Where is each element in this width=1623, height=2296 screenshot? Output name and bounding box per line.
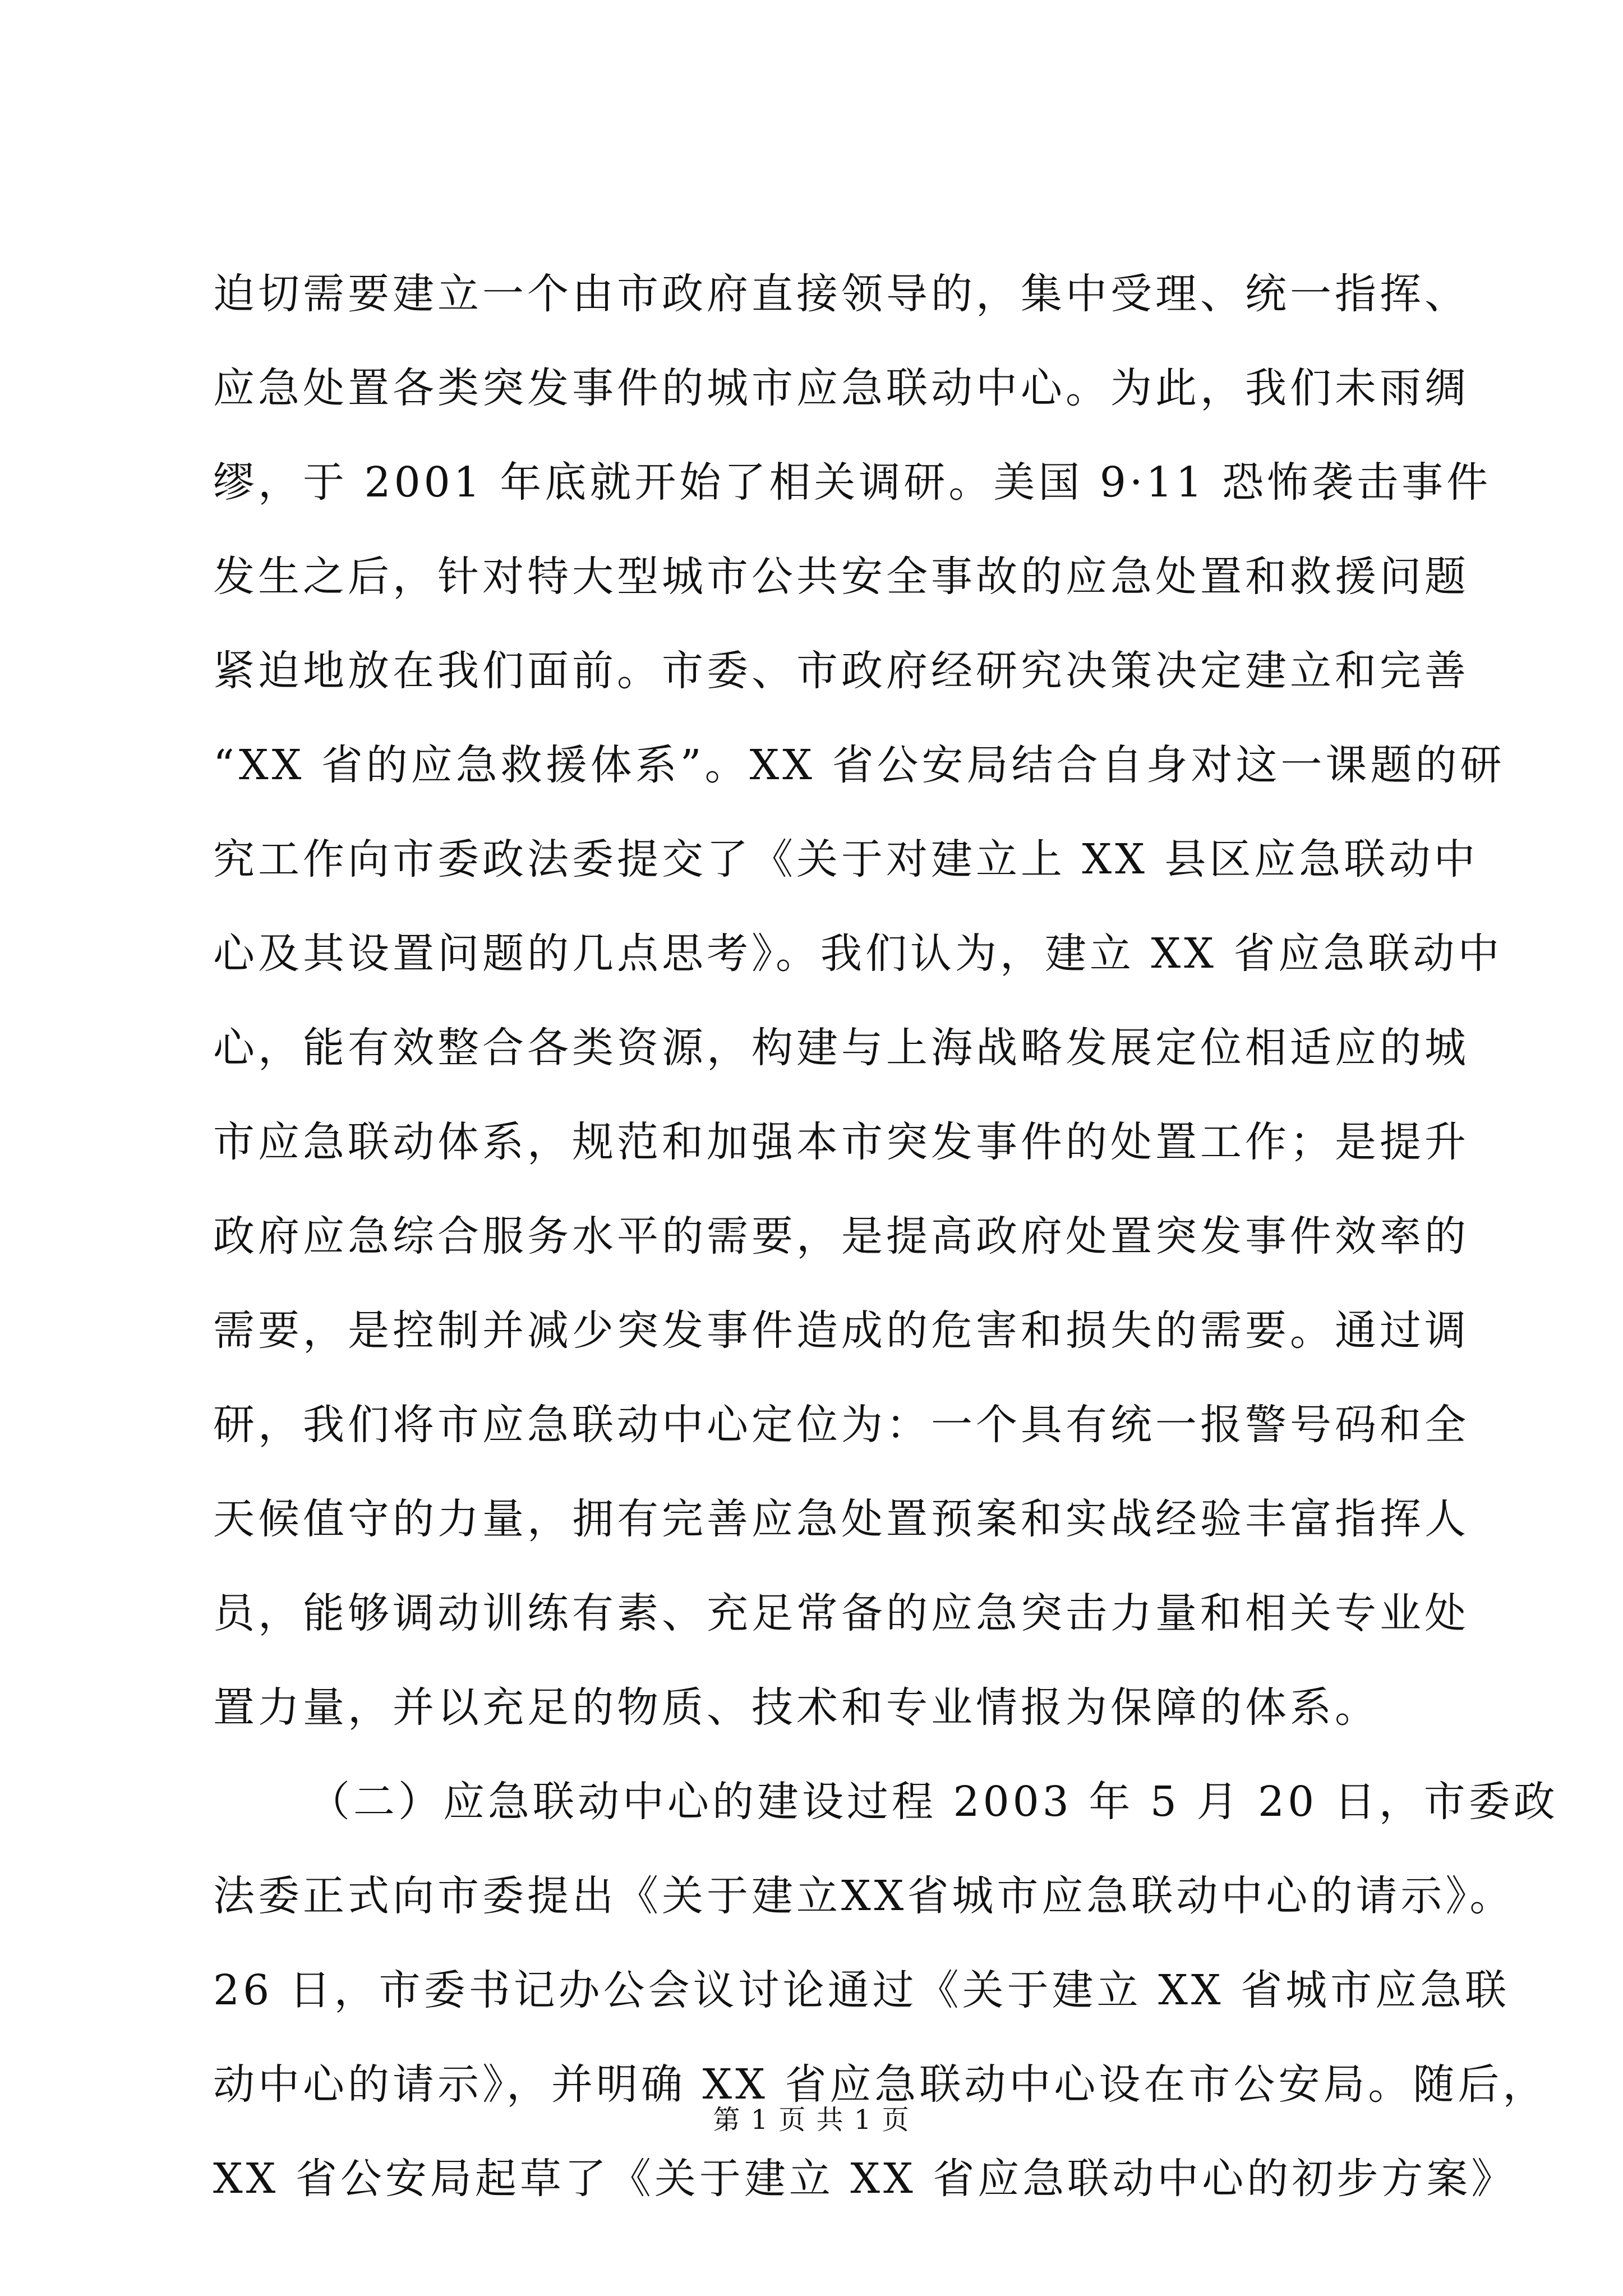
text-line: 心，能有效整合各类资源，构建与上海战略发展定位相适应的城 <box>213 1024 1469 1072</box>
text-line: 置力量，并以充足的物质、技术和专业情报为保障的体系。 <box>213 1683 1380 1732</box>
text-line: 动中心的请示》，并明确 XX 省应急联动中心设在市公安局。随后， <box>213 2060 1548 2109</box>
text-line: 缪，于 2001 年底就开始了相关调研。美国 9·11 恐怖袭击事件 <box>213 458 1492 507</box>
text-line: 需要，是控制并减少突发事件造成的危害和损失的需要。通过调 <box>213 1306 1469 1355</box>
text-line: 迫切需要建立一个由市政府直接领导的，集中受理、统一指挥、 <box>213 270 1469 318</box>
body-text <box>213 247 1559 2226</box>
text-line-indented: （二）应急联动中心的建设过程 2003 年 5 月 20 日，市委政 <box>308 1778 1559 1826</box>
text-line: 市应急联动体系，规范和加强本市突发事件的处置工作；是提升 <box>213 1118 1469 1166</box>
text-line: 发生之后，针对特大型城市公共安全事故的应急处置和救援问题 <box>213 553 1469 601</box>
text-line: 法委正式向市委提出《关于建立XX省城市应急联动中心的请示》。 <box>213 1872 1515 1920</box>
text-line: 究工作向市委政法委提交了《关于对建立上 XX 县区应急联动中 <box>213 835 1479 884</box>
text-line: 员，能够调动训练有素、充足常备的应急突击力量和相关专业处 <box>213 1589 1469 1637</box>
text-line: “XX 省的应急救援体系”。XX 省公安局结合自身对这一课题的研 <box>213 741 1505 789</box>
text-line: XX 省公安局起草了《关于建立 XX 省应急联动中心的初步方案》 <box>213 2155 1516 2203</box>
text-line: 应急处置各类突发事件的城市应急联动中心。为此，我们未雨绸 <box>213 364 1469 412</box>
text-line: 紧迫地放在我们面前。市委、市政府经研究决策决定建立和完善 <box>213 647 1469 695</box>
page-footer: 第 1 页 共 1 页 <box>713 2104 910 2136</box>
text-line: 26 日，市委书记办公会议讨论通过《关于建立 XX 省城市应急联 <box>213 1966 1510 2014</box>
text-line: 政府应急综合服务水平的需要，是提高政府处置突发事件效率的 <box>213 1212 1469 1260</box>
text-line: 天候值守的力量，拥有完善应急处置预案和实战经验丰富指挥人 <box>213 1495 1469 1543</box>
text-line: 心及其设置问题的几点思考》。我们认为，建立 XX 省应急联动中 <box>213 930 1503 978</box>
text-line: 研，我们将市应急联动中心定位为：一个具有统一报警号码和全 <box>213 1401 1469 1449</box>
